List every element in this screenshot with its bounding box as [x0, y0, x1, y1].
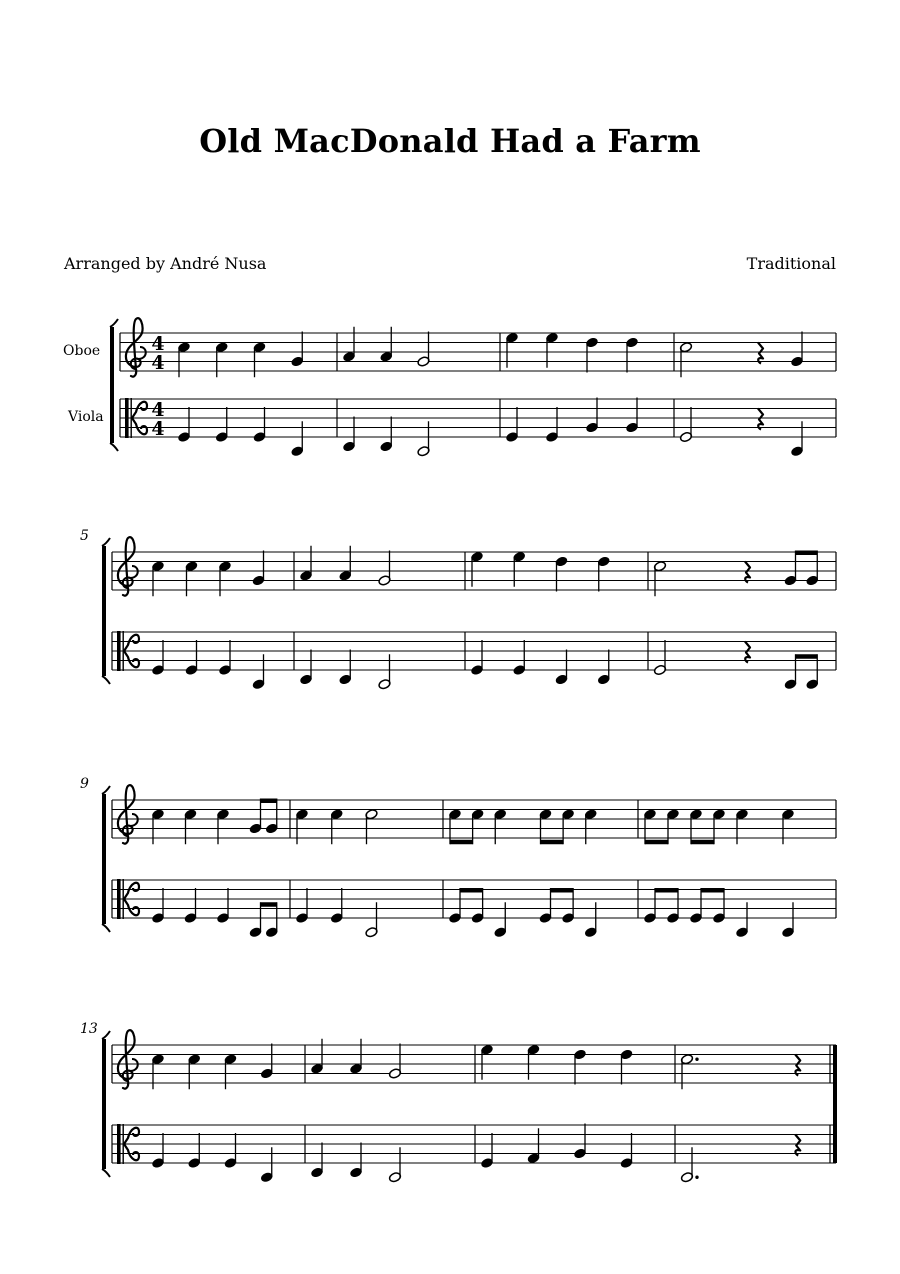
alto-clef-upper: [124, 635, 139, 651]
measure-number: 13: [80, 1021, 98, 1037]
time-signature-numerator: 4: [151, 399, 165, 421]
alto-clef-lower: [124, 1144, 139, 1160]
bracket-top-hook: [102, 786, 110, 794]
arranger-credit: Arranged by André Nusa: [64, 254, 267, 273]
time-signature-denominator: 4: [151, 352, 165, 374]
alto-clef-upper: [124, 1128, 139, 1144]
eighth-beam: [691, 840, 714, 845]
bracket-top-hook: [102, 1031, 110, 1039]
alto-clef-lower: [124, 899, 139, 915]
measure-number: 5: [80, 528, 89, 544]
instrument-name-oboe: Oboe: [63, 343, 101, 359]
eighth-beam: [450, 840, 473, 845]
eighth-beam: [261, 799, 277, 804]
treble-clef-curl: [138, 347, 146, 359]
quarter-rest: [795, 1055, 800, 1076]
system-bracket: [110, 327, 114, 443]
eighth-beam: [701, 888, 724, 893]
system-bracket: [102, 546, 106, 676]
bracket-bottom-hook: [110, 443, 118, 451]
alto-clef-thin-bar: [131, 398, 132, 438]
bracket-top-hook: [102, 538, 110, 546]
eighth-beam: [551, 888, 574, 893]
eighth-beam: [796, 654, 818, 659]
treble-clef: [118, 537, 138, 596]
eighth-beam: [541, 840, 564, 845]
time-signature-denominator: 4: [151, 418, 165, 440]
time-signature-numerator: 4: [151, 333, 165, 355]
bracket-top-hook: [110, 319, 118, 327]
system-bracket: [102, 1039, 106, 1169]
system-bracket: [102, 794, 106, 924]
bracket-bottom-hook: [102, 924, 110, 932]
treble-clef: [126, 318, 146, 377]
alto-clef-thin-bar: [123, 631, 124, 671]
alto-clef-thick-bar: [117, 631, 121, 671]
eighth-beam: [645, 840, 668, 845]
alto-clef-upper: [132, 402, 147, 418]
treble-clef-curl: [130, 1059, 138, 1071]
treble-clef-curl: [130, 566, 138, 578]
treble-clef: [118, 785, 138, 844]
composer-credit: Traditional: [746, 254, 836, 273]
quarter-rest: [745, 642, 750, 663]
alto-clef-lower: [132, 418, 147, 434]
treble-clef: [118, 1030, 138, 1089]
quarter-rest: [745, 562, 750, 583]
instrument-name-viola: Viola: [68, 409, 104, 425]
treble-clef-curl: [130, 814, 138, 826]
eighth-beam: [460, 888, 483, 893]
bracket-bottom-hook: [102, 1169, 110, 1177]
eighth-beam: [261, 902, 277, 907]
eighth-beam: [655, 888, 678, 893]
alto-clef-upper: [124, 883, 139, 899]
alto-clef-thin-bar: [123, 1124, 124, 1164]
alto-clef-thick-bar: [117, 1124, 121, 1164]
alto-clef-thick-bar: [117, 879, 121, 919]
augmentation-dot: [695, 1176, 698, 1179]
alto-clef-thick-bar: [125, 398, 129, 438]
score-title: Old MacDonald Had a Farm: [199, 122, 701, 160]
quarter-rest: [758, 409, 763, 430]
alto-clef-lower: [124, 651, 139, 667]
augmentation-dot: [695, 1058, 698, 1061]
quarter-rest: [758, 343, 763, 364]
measure-number: 9: [80, 776, 89, 792]
alto-clef-thin-bar: [123, 879, 124, 919]
final-barline-thick: [833, 1045, 837, 1163]
eighth-beam: [796, 551, 818, 556]
bracket-bottom-hook: [102, 676, 110, 684]
quarter-rest: [795, 1135, 800, 1156]
